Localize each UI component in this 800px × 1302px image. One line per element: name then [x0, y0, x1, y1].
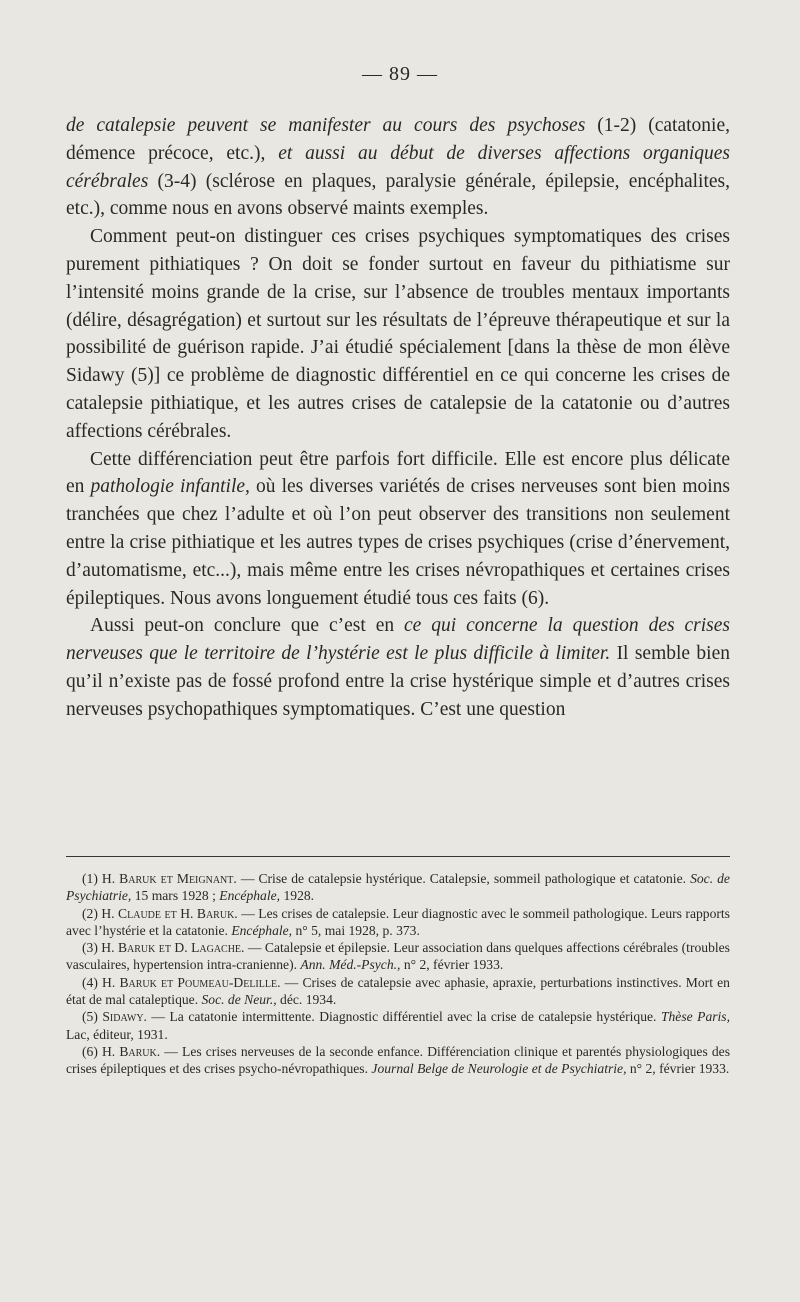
emphasis: de catalepsie peuvent se manifester au cours des psychoses — [66, 115, 586, 136]
footnotes — [66, 870, 730, 1078]
page-number: — 89 — — [362, 63, 438, 85]
text-run: Aussi peut-on conclure que c’est en — [90, 615, 405, 637]
footnote-title: — La catatonie intermittente. Diagnostic différentiel avec la crise de catalepsie hystérique. — [146, 1009, 661, 1025]
footnote-authors: Baruk et D. Lagache. — [117, 940, 245, 956]
footnote-details: déc. 1934. — [276, 992, 337, 1008]
footnote-details: n° 2, février 1933. — [626, 1061, 730, 1077]
footnote-source: Soc. de Psychiatrie, — [66, 871, 730, 904]
text-run: Il semble bien qu’il n’existe pas de fossé profond entre la crise hystérique simple et d’autres crises nerveuses psychopathiques symptomatiques. C’est une question — [66, 643, 731, 720]
footnote-6 — [66, 1043, 730, 1078]
text-run: (3-4) (sclérose en plaques, paralysie générale, épilepsie, encéphalites, etc.), comme nous en avons observé maints exemples. — [66, 170, 730, 220]
footnote-title: — Les crises de catalepsie. Leur diagnostic avec le sommeil pathologique. Leurs rapports avec l’hystérie et la catatonie. — [66, 905, 730, 938]
text-run: Cette différenciation peut être parfois fort difficile. Elle est encore plus délicate en — [66, 448, 730, 498]
emphasis: ce qui concerne la question des crises nerveuses que le territoire de l’hystérie est le plus difficile à limiter. — [66, 615, 730, 665]
emphasis: pathologie infantile, — [90, 476, 250, 498]
footnote-title: — Crises de catalepsie avec aphasie, apraxie, perturbations instinctives. Mort en état de mal cataleptique. — [66, 974, 730, 1008]
footnote-authors: Sidawy. — [102, 1009, 147, 1025]
footnote-number: (4) H. — [82, 974, 120, 990]
footnote-4 — [66, 974, 730, 1009]
text-run: (1-2) (catatonie, démence précoce, etc.), — [66, 115, 730, 164]
paragraph-4 — [66, 612, 730, 723]
footnote-number: (2) H. — [82, 905, 119, 921]
main-text — [66, 112, 730, 724]
footnote-number: (6) H. — [82, 1043, 120, 1059]
footnote-title: — Catalepsie et épilepsie. Leur association dans quelques affections cérébrales (troubles vasculaires, hypertension intra-cranienne). — [66, 940, 730, 973]
footnote-separator — [66, 856, 730, 857]
footnote-details: n° 2, février 1933. — [400, 957, 504, 973]
paragraph-1 — [66, 112, 730, 223]
footnote-authors: Baruk et Meignant. — [119, 871, 237, 886]
footnote-1 — [66, 870, 730, 905]
paragraph-3 — [66, 446, 730, 613]
footnote-details: Lac, éditeur, 1931. — [66, 1026, 168, 1042]
footnote-source-2: Encéphale, — [219, 888, 281, 904]
footnote-title: — Crise de catalepsie hystérique. Catalepsie, sommeil pathologique et catatonie. — [236, 871, 691, 886]
footnote-details: 15 mars 1928 ; — [131, 888, 220, 904]
footnote-source: Journal Belge de Neurologie et de Psychiatrie, — [371, 1061, 627, 1077]
footnote-number: (5) — [82, 1009, 103, 1025]
footnote-authors: Baruk et Poumeau-Delille. — [119, 974, 281, 990]
footnote-number: (1) H. — [82, 871, 120, 886]
footnote-2 — [66, 905, 730, 940]
emphasis: et aussi au début de diverses affections organiques cérébrales — [66, 142, 731, 192]
text-run: où les diverses variétés de crises nerveuses sont bien moins tranchées que chez l’adulte et où l’on peut observer des transitions non seulement entre la crise pithiatique et les autres types de crises psychiques (crise d’énervement, d’automatisme, etc...), mais même entre les crises névropathiques et certaines crises épileptiques. Nous avons longuement étudié tous ces faits (6). — [66, 476, 731, 609]
footnote-details: n° 5, mai 1928, p. 373. — [292, 922, 420, 938]
footnote-number: (3) H. — [82, 940, 118, 956]
paragraph-2: Comment peut-on distinguer ces crises psychiques symptomatiques des crises purement pithiatiques ? On doit se fonder surtout en faveur du pithiatisme sur l’intensité moins grande de la crise, sur l’absence de troubles mentaux importants (délire, désagrégation) et surtout sur les résultats de l’épreuve thérapeutique et sur la possibilité de guérison rapide. J’ai étudié spécialement [dans la thèse de mon élève Sidawy (5)] ce problème de diagnostic différentiel en ce qui concerne les crises de catalepsie pithiatique, et les autres crises de catalepsie de la catatonie ou d’autres affections cérébrales. — [66, 226, 730, 442]
footnote-details-2: 1928. — [280, 888, 315, 904]
footnote-source: Soc. de Neur., — [201, 992, 277, 1008]
footnote-5 — [66, 1008, 730, 1043]
footnote-source: Encéphale, — [231, 922, 293, 938]
footnote-source: Thèse Paris, — [660, 1009, 730, 1025]
footnote-3 — [66, 939, 730, 974]
footnote-authors: Baruk. — [119, 1043, 161, 1059]
footnote-title: — Les crises nerveuses de la seconde enfance. Différenciation clinique et parentés physiologiques des crises épileptiques et des crises psycho-névropathiques. — [66, 1043, 730, 1077]
footnote-authors: Claude et H. Baruk. — [118, 905, 238, 921]
footnote-source: Ann. Méd.-Psych., — [300, 957, 401, 973]
